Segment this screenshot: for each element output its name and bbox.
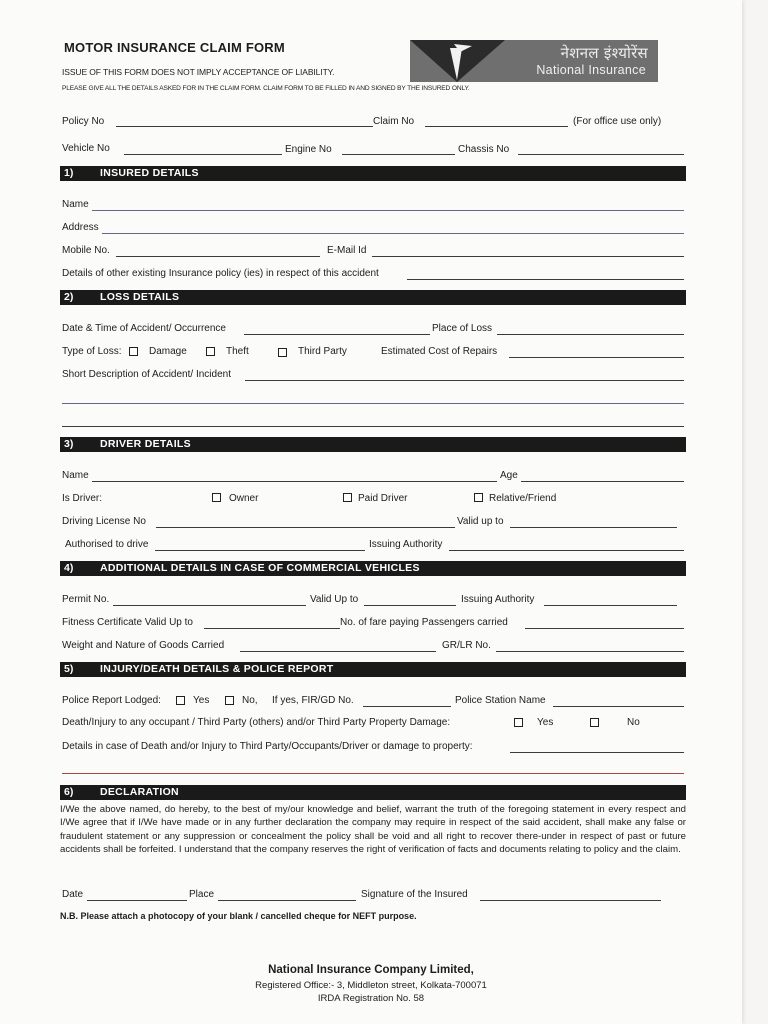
logo-emblem-icon	[410, 40, 505, 82]
police-no-checkbox[interactable]	[225, 696, 234, 705]
instructions-note: PLEASE GIVE ALL THE DETAILS ASKED FOR IN THE CLAIM FORM. CLAIM FORM TO BE FILLED IN AND SIGNED BY THE INSURED ONLY.	[62, 85, 470, 92]
section-title: LOSS DETAILS	[100, 291, 180, 303]
address-label: Address	[62, 222, 99, 233]
insured-name-label: Name	[62, 199, 89, 210]
passengers-label: No. of fare paying Passengers carried	[340, 617, 508, 628]
insured-name-field[interactable]	[92, 210, 684, 211]
section-number: 3)	[64, 438, 74, 450]
section-title: INJURY/DEATH DETAILS & POLICE REPORT	[100, 663, 334, 675]
death-injury-yes-checkbox[interactable]	[514, 718, 523, 727]
is-driver-label: Is Driver:	[62, 493, 102, 504]
section-declaration	[60, 785, 686, 800]
section-driver-details	[60, 437, 686, 452]
third-party-checkbox[interactable]	[278, 348, 287, 357]
date-label: Date	[62, 889, 84, 900]
issuing-authority-field[interactable]	[449, 550, 684, 551]
goods-label: Weight and Nature of Goods Carried	[62, 640, 225, 651]
permit-authority-field[interactable]	[544, 605, 677, 606]
office-use-label: (For office use only)	[573, 116, 662, 127]
police-station-label: Police Station Name	[455, 695, 546, 706]
section-number: 5)	[64, 663, 74, 675]
chassis-no-label: Chassis No	[458, 144, 510, 155]
claim-no-field[interactable]	[425, 126, 568, 127]
passengers-field[interactable]	[525, 628, 684, 629]
short-description-field[interactable]	[245, 380, 684, 381]
email-label: E-Mail Id	[327, 245, 367, 256]
license-field[interactable]	[156, 527, 455, 528]
permit-label: Permit No.	[62, 594, 110, 605]
liability-note: ISSUE OF THIS FORM DOES NOT IMPLY ACCEPTANCE OF LIABILITY.	[62, 67, 335, 77]
permit-valid-label: Valid Up to	[310, 594, 359, 605]
signature-field[interactable]	[480, 900, 661, 901]
paid-driver-checkbox[interactable]	[343, 493, 352, 502]
owner-checkbox[interactable]	[212, 493, 221, 502]
owner-label: Owner	[229, 493, 259, 504]
short-description-label: Short Description of Accident/ Incident	[62, 369, 231, 380]
fir-label: If yes, FIR/GD No.	[272, 695, 354, 706]
grlr-label: GR/LR No.	[442, 640, 491, 651]
valid-up-to-label: Valid up to	[457, 516, 504, 527]
section-title: DRIVER DETAILS	[100, 438, 191, 450]
permit-valid-field[interactable]	[364, 605, 456, 606]
police-no-label: No,	[242, 695, 258, 706]
other-policy-field[interactable]	[407, 279, 684, 280]
paid-driver-label: Paid Driver	[358, 493, 408, 504]
fitness-label: Fitness Certificate Valid Up to	[62, 617, 193, 628]
theft-label: Theft	[226, 346, 249, 357]
registered-office: Registered Office:- 3, Middleton street, Kolkata-700071	[255, 980, 487, 991]
date-field[interactable]	[87, 900, 187, 901]
place-field[interactable]	[218, 900, 356, 901]
grlr-field[interactable]	[496, 651, 684, 652]
police-yes-checkbox[interactable]	[176, 696, 185, 705]
permit-field[interactable]	[113, 605, 306, 606]
accident-date-label: Date & Time of Accident/ Occurrence	[62, 323, 226, 334]
section-injury-police	[60, 662, 686, 677]
mobile-label: Mobile No.	[62, 245, 110, 256]
injury-details-field[interactable]	[510, 752, 684, 753]
injury-details-line-2[interactable]	[62, 773, 684, 774]
section-title: ADDITIONAL DETAILS IN CASE OF COMMERCIAL VEHICLES	[100, 562, 420, 574]
section-number: 2)	[64, 291, 74, 303]
authorised-label: Authorised to drive	[65, 539, 149, 550]
engine-no-field[interactable]	[342, 154, 455, 155]
irda-registration: IRDA Registration No. 58	[317, 993, 425, 1004]
national-insurance-logo	[410, 40, 658, 82]
injury-details-label: Details in case of Death and/or Injury to Third Party/Occupants/Driver or damage to property:	[62, 741, 473, 752]
section-number: 4)	[64, 562, 74, 574]
estimated-cost-field[interactable]	[509, 357, 684, 358]
neft-note: N.B. Please attach a photocopy of your blank / cancelled cheque for NEFT purpose.	[60, 911, 417, 921]
police-yes-label: Yes	[193, 695, 210, 706]
section-number: 6)	[64, 786, 74, 798]
death-injury-no-label: No	[627, 717, 640, 728]
relative-friend-label: Relative/Friend	[489, 493, 557, 504]
license-label: Driving License No	[62, 516, 146, 527]
relative-friend-checkbox[interactable]	[474, 493, 483, 502]
driver-name-label: Name	[62, 470, 89, 481]
section-insured-details	[60, 166, 686, 181]
age-label: Age	[500, 470, 518, 481]
vehicle-no-label: Vehicle No	[62, 143, 110, 154]
type-of-loss-label: Type of Loss:	[62, 346, 122, 357]
permit-authority-label: Issuing Authority	[461, 594, 535, 605]
section-title: DECLARATION	[100, 786, 179, 798]
section-title: INSURED DETAILS	[100, 167, 199, 179]
description-line-2[interactable]	[62, 403, 684, 404]
theft-checkbox[interactable]	[206, 347, 215, 356]
policy-no-label: Policy No	[62, 116, 105, 127]
declaration-text: I/We the above named, do hereby, to the best of my/our knowledge and belief, warrant the truth of the foregoing statement in every respect and I/We agree that if I/We have made or in any further declaration the company may require in respect of the said accident, shall make any false or fraudulent statement or any suppression or concealment the policy shall be void and all right to recover there-under in respect of past or future accidents shall be forfeited. I understand that the company reserves the right of verification of facts and documents relating to policy and the claim.	[60, 804, 686, 855]
estimated-cost-label: Estimated Cost of Repairs	[381, 346, 498, 357]
chassis-no-field[interactable]	[518, 154, 684, 155]
fir-field[interactable]	[363, 706, 451, 707]
police-station-field[interactable]	[553, 706, 684, 707]
logo-english-text: National Insurance	[536, 63, 646, 77]
engine-no-label: Engine No	[285, 144, 332, 155]
form-title: MOTOR INSURANCE CLAIM FORM	[64, 40, 285, 55]
valid-up-to-field[interactable]	[510, 527, 677, 528]
police-report-label: Police Report Lodged:	[62, 695, 161, 706]
accident-date-field[interactable]	[244, 334, 430, 335]
age-field[interactable]	[521, 481, 684, 482]
goods-field[interactable]	[240, 651, 436, 652]
signature-label: Signature of the Insured	[361, 889, 468, 900]
fitness-field[interactable]	[204, 628, 340, 629]
company-name: National Insurance Company Limited,	[268, 964, 474, 976]
address-field[interactable]	[102, 233, 684, 234]
section-loss-details	[60, 290, 686, 305]
section-number: 1)	[64, 167, 74, 179]
authorised-field[interactable]	[155, 550, 365, 551]
death-injury-yes-label: Yes	[537, 717, 554, 728]
vehicle-no-field[interactable]	[124, 154, 282, 155]
policy-no-field[interactable]	[116, 126, 373, 127]
damage-checkbox[interactable]	[129, 347, 138, 356]
claim-no-label: Claim No	[373, 116, 415, 127]
mobile-field[interactable]	[116, 256, 320, 257]
section-commercial-details	[60, 561, 686, 576]
damage-label: Damage	[149, 346, 187, 357]
issuing-authority-label: Issuing Authority	[369, 539, 443, 550]
place-of-loss-label: Place of Loss	[432, 323, 493, 334]
place-label: Place	[189, 889, 215, 900]
logo-hindi-text: नेशनल इंश्योरेंस	[560, 44, 648, 62]
death-injury-no-checkbox[interactable]	[590, 718, 599, 727]
description-line-3[interactable]	[62, 426, 684, 427]
driver-name-field[interactable]	[92, 481, 497, 482]
place-of-loss-field[interactable]	[497, 334, 684, 335]
email-field[interactable]	[372, 256, 684, 257]
death-injury-label: Death/Injury to any occupant / Third Party (others) and/or Third Party Property Damage:	[62, 717, 451, 728]
third-party-label: Third Party	[298, 346, 347, 357]
other-policy-label: Details of other existing Insurance policy (ies) in respect of this accident	[62, 268, 379, 279]
